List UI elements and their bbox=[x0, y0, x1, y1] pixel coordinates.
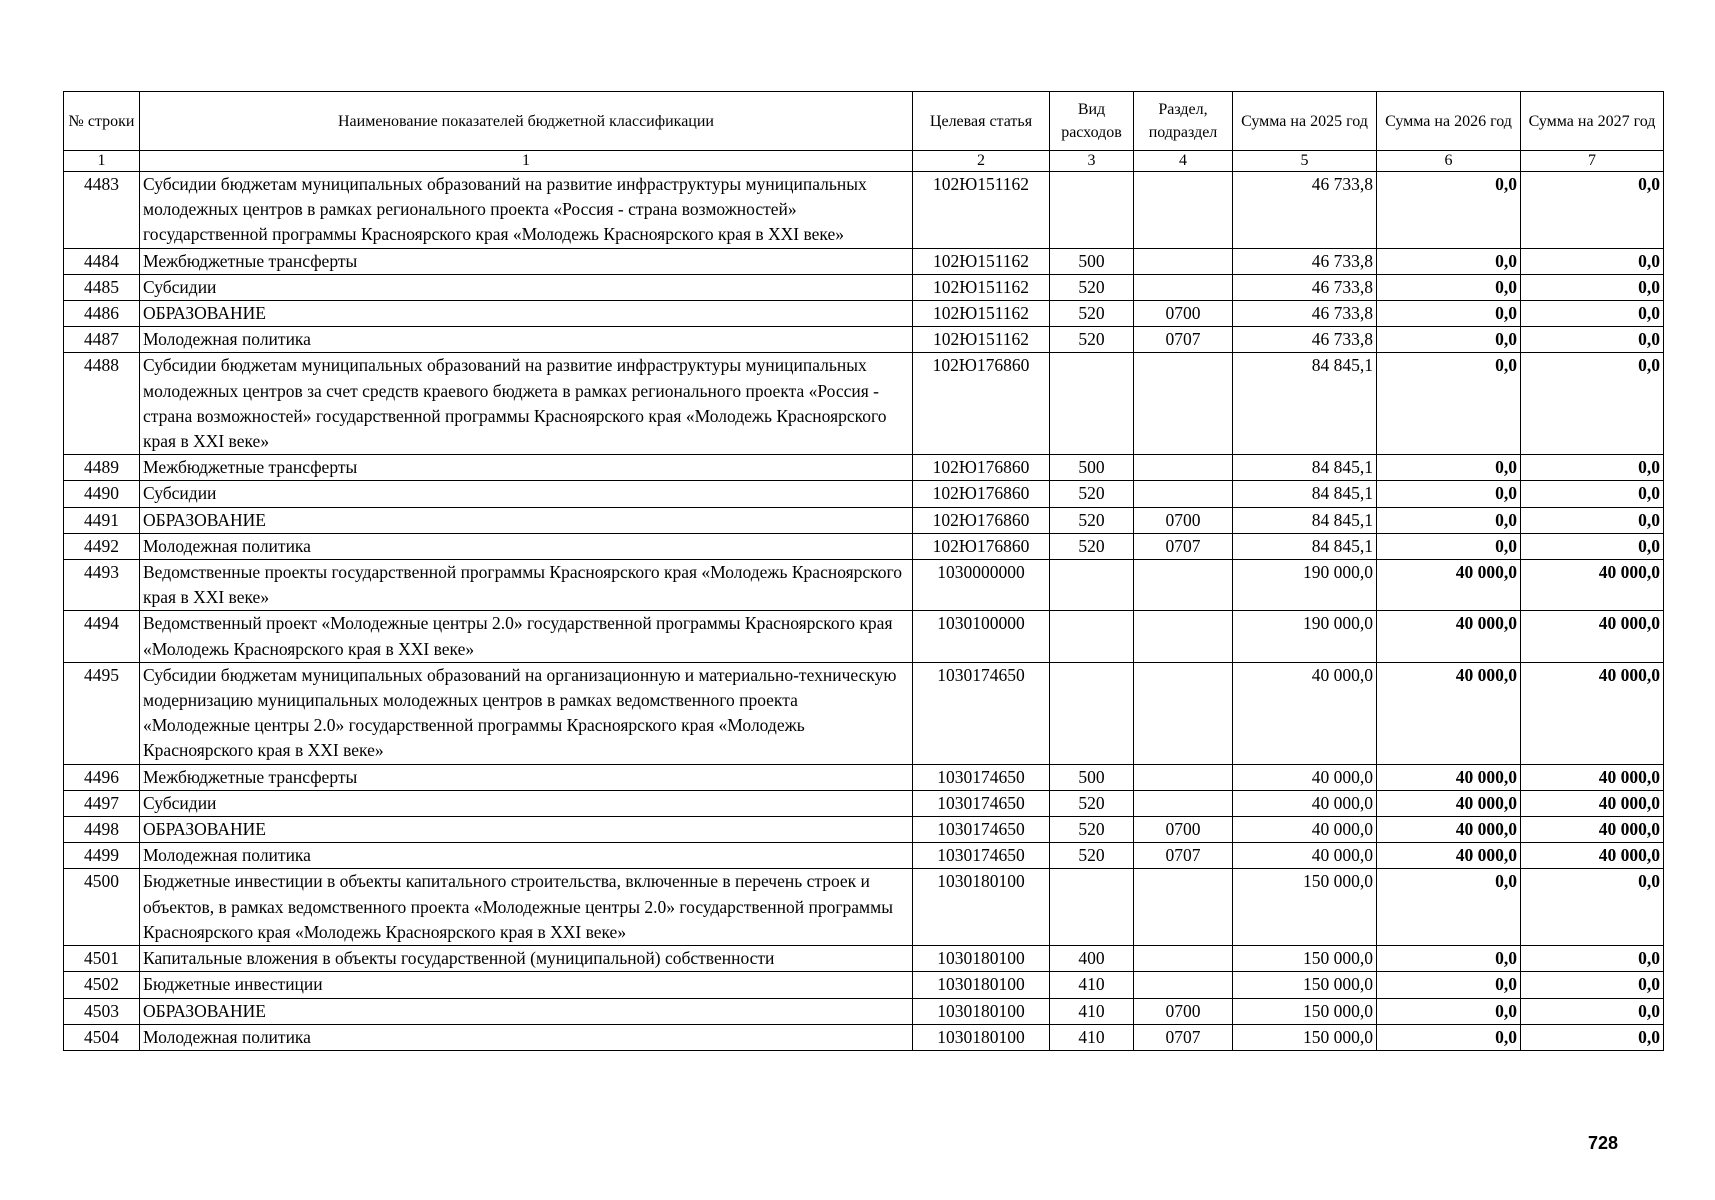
sum-2025: 190 000,0 bbox=[1233, 611, 1377, 662]
section-code: 0700 bbox=[1134, 507, 1233, 533]
section-code: 0700 bbox=[1134, 998, 1233, 1024]
section-code bbox=[1134, 764, 1233, 790]
column-numbers-row bbox=[64, 151, 1664, 172]
indicator-name: ОБРАЗОВАНИЕ bbox=[140, 507, 913, 533]
expense-type bbox=[1050, 353, 1134, 455]
column-number: 4 bbox=[1134, 151, 1233, 172]
sum-2025: 40 000,0 bbox=[1233, 817, 1377, 843]
sum-2027: 0,0 bbox=[1521, 455, 1664, 481]
sum-2025: 84 845,1 bbox=[1233, 481, 1377, 507]
section-code: 0700 bbox=[1134, 817, 1233, 843]
row-number: 4484 bbox=[64, 248, 140, 274]
header-name: Наименование показателей бюджетной классификации bbox=[140, 92, 913, 151]
table-row bbox=[64, 301, 1664, 327]
sum-2025: 46 733,8 bbox=[1233, 172, 1377, 249]
sum-2026: 0,0 bbox=[1377, 301, 1521, 327]
target-article: 1030174650 bbox=[913, 790, 1050, 816]
sum-2027: 0,0 bbox=[1521, 998, 1664, 1024]
row-number: 4501 bbox=[64, 946, 140, 972]
sum-2026: 40 000,0 bbox=[1377, 662, 1521, 764]
sum-2025: 40 000,0 bbox=[1233, 662, 1377, 764]
expense-type: 520 bbox=[1050, 843, 1134, 869]
header-sum-2026: Сумма на 2026 год bbox=[1377, 92, 1521, 151]
row-number: 4485 bbox=[64, 274, 140, 300]
sum-2025: 150 000,0 bbox=[1233, 972, 1377, 998]
target-article: 1030180100 bbox=[913, 1024, 1050, 1050]
row-number: 4494 bbox=[64, 611, 140, 662]
sum-2027: 0,0 bbox=[1521, 172, 1664, 249]
sum-2027: 40 000,0 bbox=[1521, 790, 1664, 816]
row-number: 4493 bbox=[64, 560, 140, 611]
sum-2025: 46 733,8 bbox=[1233, 274, 1377, 300]
column-number: 2 bbox=[913, 151, 1050, 172]
row-number: 4487 bbox=[64, 327, 140, 353]
table-row bbox=[64, 481, 1664, 507]
header-section: Раздел, подраздел bbox=[1134, 92, 1233, 151]
sum-2027: 40 000,0 bbox=[1521, 764, 1664, 790]
table-row bbox=[64, 817, 1664, 843]
row-number: 4497 bbox=[64, 790, 140, 816]
section-code bbox=[1134, 946, 1233, 972]
table-row bbox=[64, 662, 1664, 764]
indicator-name: Молодежная политика bbox=[140, 533, 913, 559]
header-sum-2027: Сумма на 2027 год bbox=[1521, 92, 1664, 151]
expense-type: 520 bbox=[1050, 301, 1134, 327]
expense-type: 520 bbox=[1050, 507, 1134, 533]
expense-type bbox=[1050, 869, 1134, 946]
sum-2026: 0,0 bbox=[1377, 946, 1521, 972]
indicator-name: ОБРАЗОВАНИЕ bbox=[140, 817, 913, 843]
row-number: 4491 bbox=[64, 507, 140, 533]
target-article: 1030000000 bbox=[913, 560, 1050, 611]
column-number: 1 bbox=[64, 151, 140, 172]
sum-2026: 40 000,0 bbox=[1377, 611, 1521, 662]
indicator-name: Межбюджетные трансферты bbox=[140, 455, 913, 481]
target-article: 102Ю151162 bbox=[913, 274, 1050, 300]
section-code bbox=[1134, 662, 1233, 764]
row-number: 4504 bbox=[64, 1024, 140, 1050]
indicator-name: Ведомственный проект «Молодежные центры 2.0» государственной программы Красноярского края «Молодежь Красноярского края в XXI веке» bbox=[140, 611, 913, 662]
sum-2026: 0,0 bbox=[1377, 327, 1521, 353]
target-article: 1030180100 bbox=[913, 998, 1050, 1024]
expense-type: 400 bbox=[1050, 946, 1134, 972]
indicator-name: Субсидии бюджетам муниципальных образований на развитие инфраструктуры муниципальных молодежных центров в рамках регионального проекта «Россия - страна возможностей» государственной программы Красноярского края «Молодежь Красноярского края в XXI веке» bbox=[140, 172, 913, 249]
section-code: 0707 bbox=[1134, 327, 1233, 353]
table-row bbox=[64, 327, 1664, 353]
section-code: 0707 bbox=[1134, 533, 1233, 559]
indicator-name: Ведомственные проекты государственной программы Красноярского края «Молодежь Красноярского края в XXI веке» bbox=[140, 560, 913, 611]
target-article: 1030180100 bbox=[913, 869, 1050, 946]
section-code bbox=[1134, 790, 1233, 816]
row-number: 4483 bbox=[64, 172, 140, 249]
row-number: 4499 bbox=[64, 843, 140, 869]
table-row bbox=[64, 353, 1664, 455]
sum-2027: 40 000,0 bbox=[1521, 843, 1664, 869]
target-article: 102Ю176860 bbox=[913, 481, 1050, 507]
row-number: 4500 bbox=[64, 869, 140, 946]
sum-2027: 0,0 bbox=[1521, 301, 1664, 327]
sum-2025: 46 733,8 bbox=[1233, 301, 1377, 327]
expense-type: 520 bbox=[1050, 817, 1134, 843]
sum-2026: 0,0 bbox=[1377, 507, 1521, 533]
section-code bbox=[1134, 172, 1233, 249]
sum-2026: 0,0 bbox=[1377, 481, 1521, 507]
target-article: 102Ю151162 bbox=[913, 301, 1050, 327]
indicator-name: Молодежная политика bbox=[140, 1024, 913, 1050]
indicator-name: Молодежная политика bbox=[140, 327, 913, 353]
table-row bbox=[64, 972, 1664, 998]
sum-2027: 0,0 bbox=[1521, 353, 1664, 455]
expense-type: 520 bbox=[1050, 481, 1134, 507]
column-number: 5 bbox=[1233, 151, 1377, 172]
sum-2026: 0,0 bbox=[1377, 869, 1521, 946]
sum-2026: 40 000,0 bbox=[1377, 560, 1521, 611]
header-expense-type: Вид расходов bbox=[1050, 92, 1134, 151]
sum-2027: 0,0 bbox=[1521, 327, 1664, 353]
sum-2026: 0,0 bbox=[1377, 274, 1521, 300]
table-row bbox=[64, 172, 1664, 249]
sum-2027: 0,0 bbox=[1521, 972, 1664, 998]
expense-type: 410 bbox=[1050, 972, 1134, 998]
target-article: 102Ю151162 bbox=[913, 172, 1050, 249]
header-row-number: № строки bbox=[64, 92, 140, 151]
target-article: 1030174650 bbox=[913, 843, 1050, 869]
table-header-row bbox=[64, 92, 1664, 151]
indicator-name: Бюджетные инвестиции в объекты капитального строительства, включенные в перечень строек и объектов, в рамках ведомственного проекта «Молодежные центры 2.0» государственной программы Красноярского края «Молодежь Красноярского края в XXI веке» bbox=[140, 869, 913, 946]
table-row bbox=[64, 946, 1664, 972]
row-number: 4492 bbox=[64, 533, 140, 559]
sum-2026: 40 000,0 bbox=[1377, 764, 1521, 790]
sum-2025: 150 000,0 bbox=[1233, 998, 1377, 1024]
sum-2026: 0,0 bbox=[1377, 353, 1521, 455]
sum-2025: 46 733,8 bbox=[1233, 248, 1377, 274]
table-row bbox=[64, 455, 1664, 481]
column-number: 3 bbox=[1050, 151, 1134, 172]
table-row bbox=[64, 764, 1664, 790]
expense-type: 520 bbox=[1050, 327, 1134, 353]
sum-2026: 0,0 bbox=[1377, 248, 1521, 274]
page-number: 728 bbox=[1588, 1133, 1619, 1153]
target-article: 1030174650 bbox=[913, 817, 1050, 843]
section-code bbox=[1134, 353, 1233, 455]
sum-2025: 40 000,0 bbox=[1233, 843, 1377, 869]
section-code bbox=[1134, 869, 1233, 946]
sum-2025: 150 000,0 bbox=[1233, 1024, 1377, 1050]
expense-type: 500 bbox=[1050, 455, 1134, 481]
expense-type bbox=[1050, 172, 1134, 249]
budget-table bbox=[63, 91, 1664, 1051]
table-row bbox=[64, 869, 1664, 946]
row-number: 4490 bbox=[64, 481, 140, 507]
column-number: 6 bbox=[1377, 151, 1521, 172]
sum-2026: 40 000,0 bbox=[1377, 843, 1521, 869]
sum-2027: 0,0 bbox=[1521, 1024, 1664, 1050]
sum-2026: 0,0 bbox=[1377, 455, 1521, 481]
sum-2025: 40 000,0 bbox=[1233, 764, 1377, 790]
table-row bbox=[64, 274, 1664, 300]
sum-2025: 46 733,8 bbox=[1233, 327, 1377, 353]
indicator-name: Субсидии bbox=[140, 481, 913, 507]
header-sum-2025: Сумма на 2025 год bbox=[1233, 92, 1377, 151]
sum-2026: 0,0 bbox=[1377, 1024, 1521, 1050]
section-code bbox=[1134, 611, 1233, 662]
target-article: 102Ю176860 bbox=[913, 353, 1050, 455]
table-row bbox=[64, 611, 1664, 662]
column-number: 1 bbox=[140, 151, 913, 172]
section-code bbox=[1134, 972, 1233, 998]
row-number: 4488 bbox=[64, 353, 140, 455]
sum-2027: 40 000,0 bbox=[1521, 817, 1664, 843]
table-row bbox=[64, 843, 1664, 869]
expense-type: 410 bbox=[1050, 998, 1134, 1024]
indicator-name: Бюджетные инвестиции bbox=[140, 972, 913, 998]
sum-2026: 40 000,0 bbox=[1377, 817, 1521, 843]
header-target-article: Целевая статья bbox=[913, 92, 1050, 151]
expense-type: 520 bbox=[1050, 274, 1134, 300]
sum-2027: 40 000,0 bbox=[1521, 611, 1664, 662]
table-row bbox=[64, 533, 1664, 559]
expense-type bbox=[1050, 611, 1134, 662]
table-row bbox=[64, 1024, 1664, 1050]
section-code bbox=[1134, 248, 1233, 274]
sum-2027: 0,0 bbox=[1521, 248, 1664, 274]
indicator-name: Субсидии бюджетам муниципальных образований на развитие инфраструктуры муниципальных молодежных центров за счет средств краевого бюджета в рамках регионального проекта «Россия - страна возможностей» государственной программы Красноярского края «Молодежь Красноярского края в XXI веке» bbox=[140, 353, 913, 455]
indicator-name: Субсидии bbox=[140, 274, 913, 300]
row-number: 4498 bbox=[64, 817, 140, 843]
table-row bbox=[64, 560, 1664, 611]
sum-2027: 0,0 bbox=[1521, 869, 1664, 946]
sum-2027: 0,0 bbox=[1521, 481, 1664, 507]
sum-2026: 0,0 bbox=[1377, 998, 1521, 1024]
sum-2025: 190 000,0 bbox=[1233, 560, 1377, 611]
sum-2027: 0,0 bbox=[1521, 507, 1664, 533]
sum-2026: 0,0 bbox=[1377, 172, 1521, 249]
indicator-name: Субсидии bbox=[140, 790, 913, 816]
sum-2027: 0,0 bbox=[1521, 274, 1664, 300]
target-article: 1030174650 bbox=[913, 662, 1050, 764]
sum-2025: 40 000,0 bbox=[1233, 790, 1377, 816]
expense-type: 520 bbox=[1050, 533, 1134, 559]
indicator-name: Субсидии бюджетам муниципальных образований на организационную и материально-техническую модернизацию муниципальных молодежных центров в рамках ведомственного проекта «Молодежные центры 2.0» государственной программы Красноярского края «Молодежь Красноярского края в XXI веке» bbox=[140, 662, 913, 764]
expense-type: 520 bbox=[1050, 790, 1134, 816]
indicator-name: Молодежная политика bbox=[140, 843, 913, 869]
target-article: 102Ю151162 bbox=[913, 248, 1050, 274]
section-code bbox=[1134, 560, 1233, 611]
row-number: 4489 bbox=[64, 455, 140, 481]
expense-type: 500 bbox=[1050, 764, 1134, 790]
section-code bbox=[1134, 481, 1233, 507]
indicator-name: Межбюджетные трансферты bbox=[140, 764, 913, 790]
expense-type: 500 bbox=[1050, 248, 1134, 274]
expense-type: 410 bbox=[1050, 1024, 1134, 1050]
row-number: 4495 bbox=[64, 662, 140, 764]
target-article: 102Ю151162 bbox=[913, 327, 1050, 353]
table-row bbox=[64, 248, 1664, 274]
section-code: 0707 bbox=[1134, 1024, 1233, 1050]
target-article: 1030174650 bbox=[913, 764, 1050, 790]
sum-2027: 40 000,0 bbox=[1521, 662, 1664, 764]
sum-2026: 40 000,0 bbox=[1377, 790, 1521, 816]
sum-2025: 84 845,1 bbox=[1233, 507, 1377, 533]
sum-2027: 0,0 bbox=[1521, 946, 1664, 972]
sum-2027: 40 000,0 bbox=[1521, 560, 1664, 611]
sum-2026: 0,0 bbox=[1377, 972, 1521, 998]
sum-2027: 0,0 bbox=[1521, 533, 1664, 559]
target-article: 1030180100 bbox=[913, 972, 1050, 998]
column-number: 7 bbox=[1521, 151, 1664, 172]
target-article: 102Ю176860 bbox=[913, 507, 1050, 533]
target-article: 102Ю176860 bbox=[913, 533, 1050, 559]
expense-type bbox=[1050, 662, 1134, 764]
section-code: 0700 bbox=[1134, 301, 1233, 327]
indicator-name: Межбюджетные трансферты bbox=[140, 248, 913, 274]
sum-2025: 84 845,1 bbox=[1233, 455, 1377, 481]
indicator-name: Капитальные вложения в объекты государственной (муниципальной) собственности bbox=[140, 946, 913, 972]
indicator-name: ОБРАЗОВАНИЕ bbox=[140, 998, 913, 1024]
target-article: 1030100000 bbox=[913, 611, 1050, 662]
expense-type bbox=[1050, 560, 1134, 611]
section-code: 0707 bbox=[1134, 843, 1233, 869]
table-row bbox=[64, 998, 1664, 1024]
section-code bbox=[1134, 274, 1233, 300]
row-number: 4503 bbox=[64, 998, 140, 1024]
row-number: 4496 bbox=[64, 764, 140, 790]
indicator-name: ОБРАЗОВАНИЕ bbox=[140, 301, 913, 327]
sum-2025: 84 845,1 bbox=[1233, 533, 1377, 559]
table-row bbox=[64, 790, 1664, 816]
sum-2025: 84 845,1 bbox=[1233, 353, 1377, 455]
table-row bbox=[64, 507, 1664, 533]
target-article: 1030180100 bbox=[913, 946, 1050, 972]
section-code bbox=[1134, 455, 1233, 481]
row-number: 4502 bbox=[64, 972, 140, 998]
sum-2026: 0,0 bbox=[1377, 533, 1521, 559]
target-article: 102Ю176860 bbox=[913, 455, 1050, 481]
sum-2025: 150 000,0 bbox=[1233, 869, 1377, 946]
sum-2025: 150 000,0 bbox=[1233, 946, 1377, 972]
row-number: 4486 bbox=[64, 301, 140, 327]
